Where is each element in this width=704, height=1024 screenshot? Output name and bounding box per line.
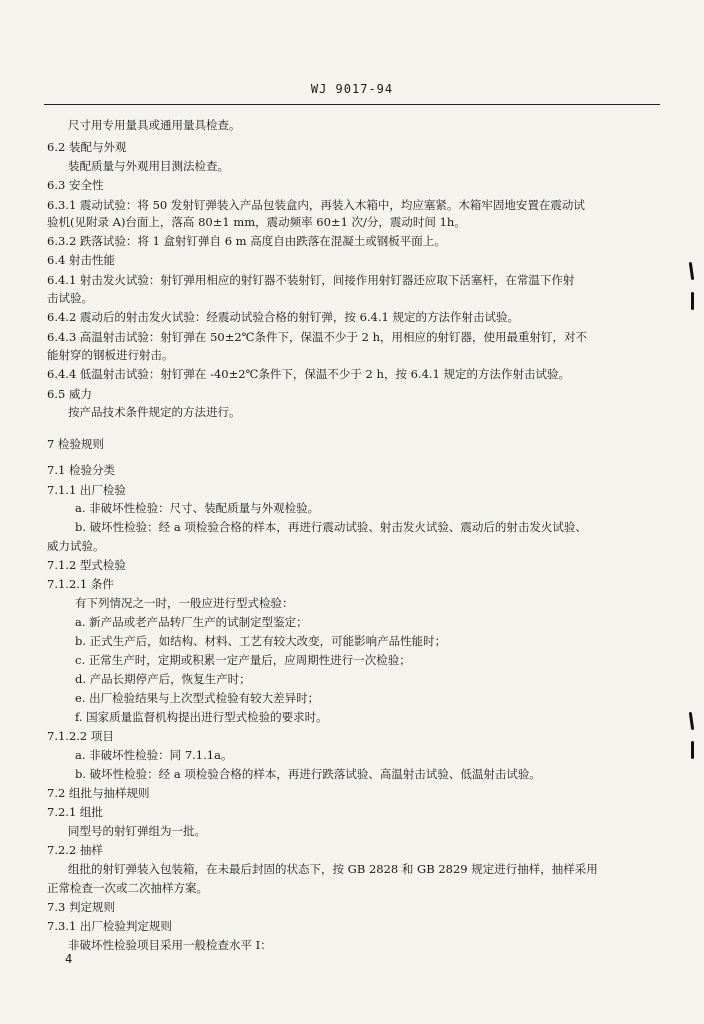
- chapter-heading: 7 检验规则: [47, 437, 104, 451]
- binding-mark: [691, 292, 694, 310]
- text-line: 击试验。: [47, 291, 93, 305]
- standard-code-header: WJ 9017-94: [310, 82, 394, 96]
- list-item: a. 非破坏性检验：同 7.1.1a。: [75, 748, 233, 762]
- text-line: 组批的射钉弹装入包装箱，在未最后封固的状态下，按 GB 2828 和 GB 2829 规定进行抽样，抽样采用: [68, 862, 598, 876]
- section-heading: 7.1.2.2 项目: [47, 729, 114, 743]
- list-item: b. 正式生产后，如结构、材料、工艺有较大改变，可能影响产品性能时；: [75, 634, 447, 648]
- binding-mark: [691, 741, 694, 759]
- section-heading: 7.3 判定规则: [47, 900, 115, 914]
- text-line: 验机(见附录 A)台面上，落高 80±1 mm，震动频率 60±1 次/分，震动时间 1h。: [47, 215, 466, 229]
- list-item: a. 新产品或老产品转厂生产的试制定型鉴定；: [75, 615, 308, 629]
- list-item: b. 破坏性检验：经 a 项检验合格的样本，再进行跌落试验、高温射击试验、低温射击试验。: [75, 767, 541, 781]
- text-line: 6.4.4 低温射击试验：射钉弹在 -40±2℃条件下，保温不少于 2 h，按 6.4.1 规定的方法作射击试验。: [47, 367, 571, 381]
- section-heading: 7.1.2.1 条件: [47, 577, 114, 591]
- text-line: 有下列情况之一时，一般应进行型式检验：: [75, 596, 294, 610]
- section-heading: 6.2 装配与外观: [47, 140, 127, 154]
- text-line: 正常检查一次或二次抽样方案。: [47, 881, 208, 895]
- section-heading: 7.2.1 组批: [47, 805, 103, 819]
- header-rule: [44, 104, 660, 105]
- text-line: 6.3.2 跌落试验：将 1 盒射钉弹自 6 m 高度自由跌落在混凝土或钢板平面上。: [47, 234, 446, 248]
- text-line: 威力试验。: [47, 539, 105, 553]
- list-item: f. 国家质量监督机构提出进行型式检验的要求时。: [75, 710, 328, 724]
- section-heading: 7.1 检验分类: [47, 463, 115, 477]
- list-item: a. 非破坏性检验：尺寸、装配质量与外观检验。: [75, 501, 320, 515]
- section-heading: 7.1.1 出厂检验: [47, 483, 126, 497]
- list-item: b. 破坏性检验：经 a 项检验合格的样本，再进行震动试验、射击发火试验、震动后的射击发火试验、: [75, 520, 587, 534]
- section-heading: 6.3 安全性: [47, 178, 104, 192]
- list-item: c. 正常生产时，定期或积累一定产量后，应周期性进行一次检验；: [75, 653, 411, 667]
- text-line: 同型号的射钉弹组为一批。: [68, 824, 206, 838]
- binding-mark: [689, 712, 694, 730]
- text-line: 能射穿的钢板进行射击。: [47, 348, 174, 362]
- section-heading: 7.2 组批与抽样规则: [47, 786, 150, 800]
- list-item: e. 出厂检验结果与上次型式检验有较大差异时；: [75, 691, 320, 705]
- list-item: d. 产品长期停产后，恢复生产时；: [75, 672, 251, 686]
- text-line: 装配质量与外观用目测法检查。: [68, 159, 229, 173]
- section-heading: 7.1.2 型式检验: [47, 558, 126, 572]
- text-line: 非破坏性检验项目采用一般检查水平 I：: [68, 938, 272, 952]
- section-heading: 7.2.2 抽样: [47, 843, 103, 857]
- text-line: 按产品技术条件规定的方法进行。: [68, 405, 241, 419]
- binding-mark: [689, 262, 694, 280]
- page-number: 4: [65, 952, 73, 966]
- text-line: 6.4.1 射击发火试验：射钉弹用相应的射钉器不装射钉，间接作用射钉器还应取下活塞杆，在常温下作射: [47, 273, 575, 287]
- section-heading: 6.4 射击性能: [47, 253, 115, 267]
- text-line: 6.4.2 震动后的射击发火试验：经震动试验合格的射钉弹，按 6.4.1 规定的方法作射击试验。: [47, 310, 519, 324]
- text-line: 6.3.1 震动试验：将 50 发射钉弹装入产品包装盒内，再装入木箱中，均应塞紧。木箱牢固地安置在震动试: [47, 198, 585, 212]
- section-heading: 7.3.1 出厂检验判定规则: [47, 919, 172, 933]
- text-line: 6.4.3 高温射击试验：射钉弹在 50±2℃条件下，保温不少于 2 h，用相应的射钉器，使用最重射钉，对不: [47, 330, 588, 344]
- text-line: 尺寸用专用量具或通用量具检查。: [68, 118, 241, 132]
- section-heading: 6.5 威力: [47, 387, 92, 401]
